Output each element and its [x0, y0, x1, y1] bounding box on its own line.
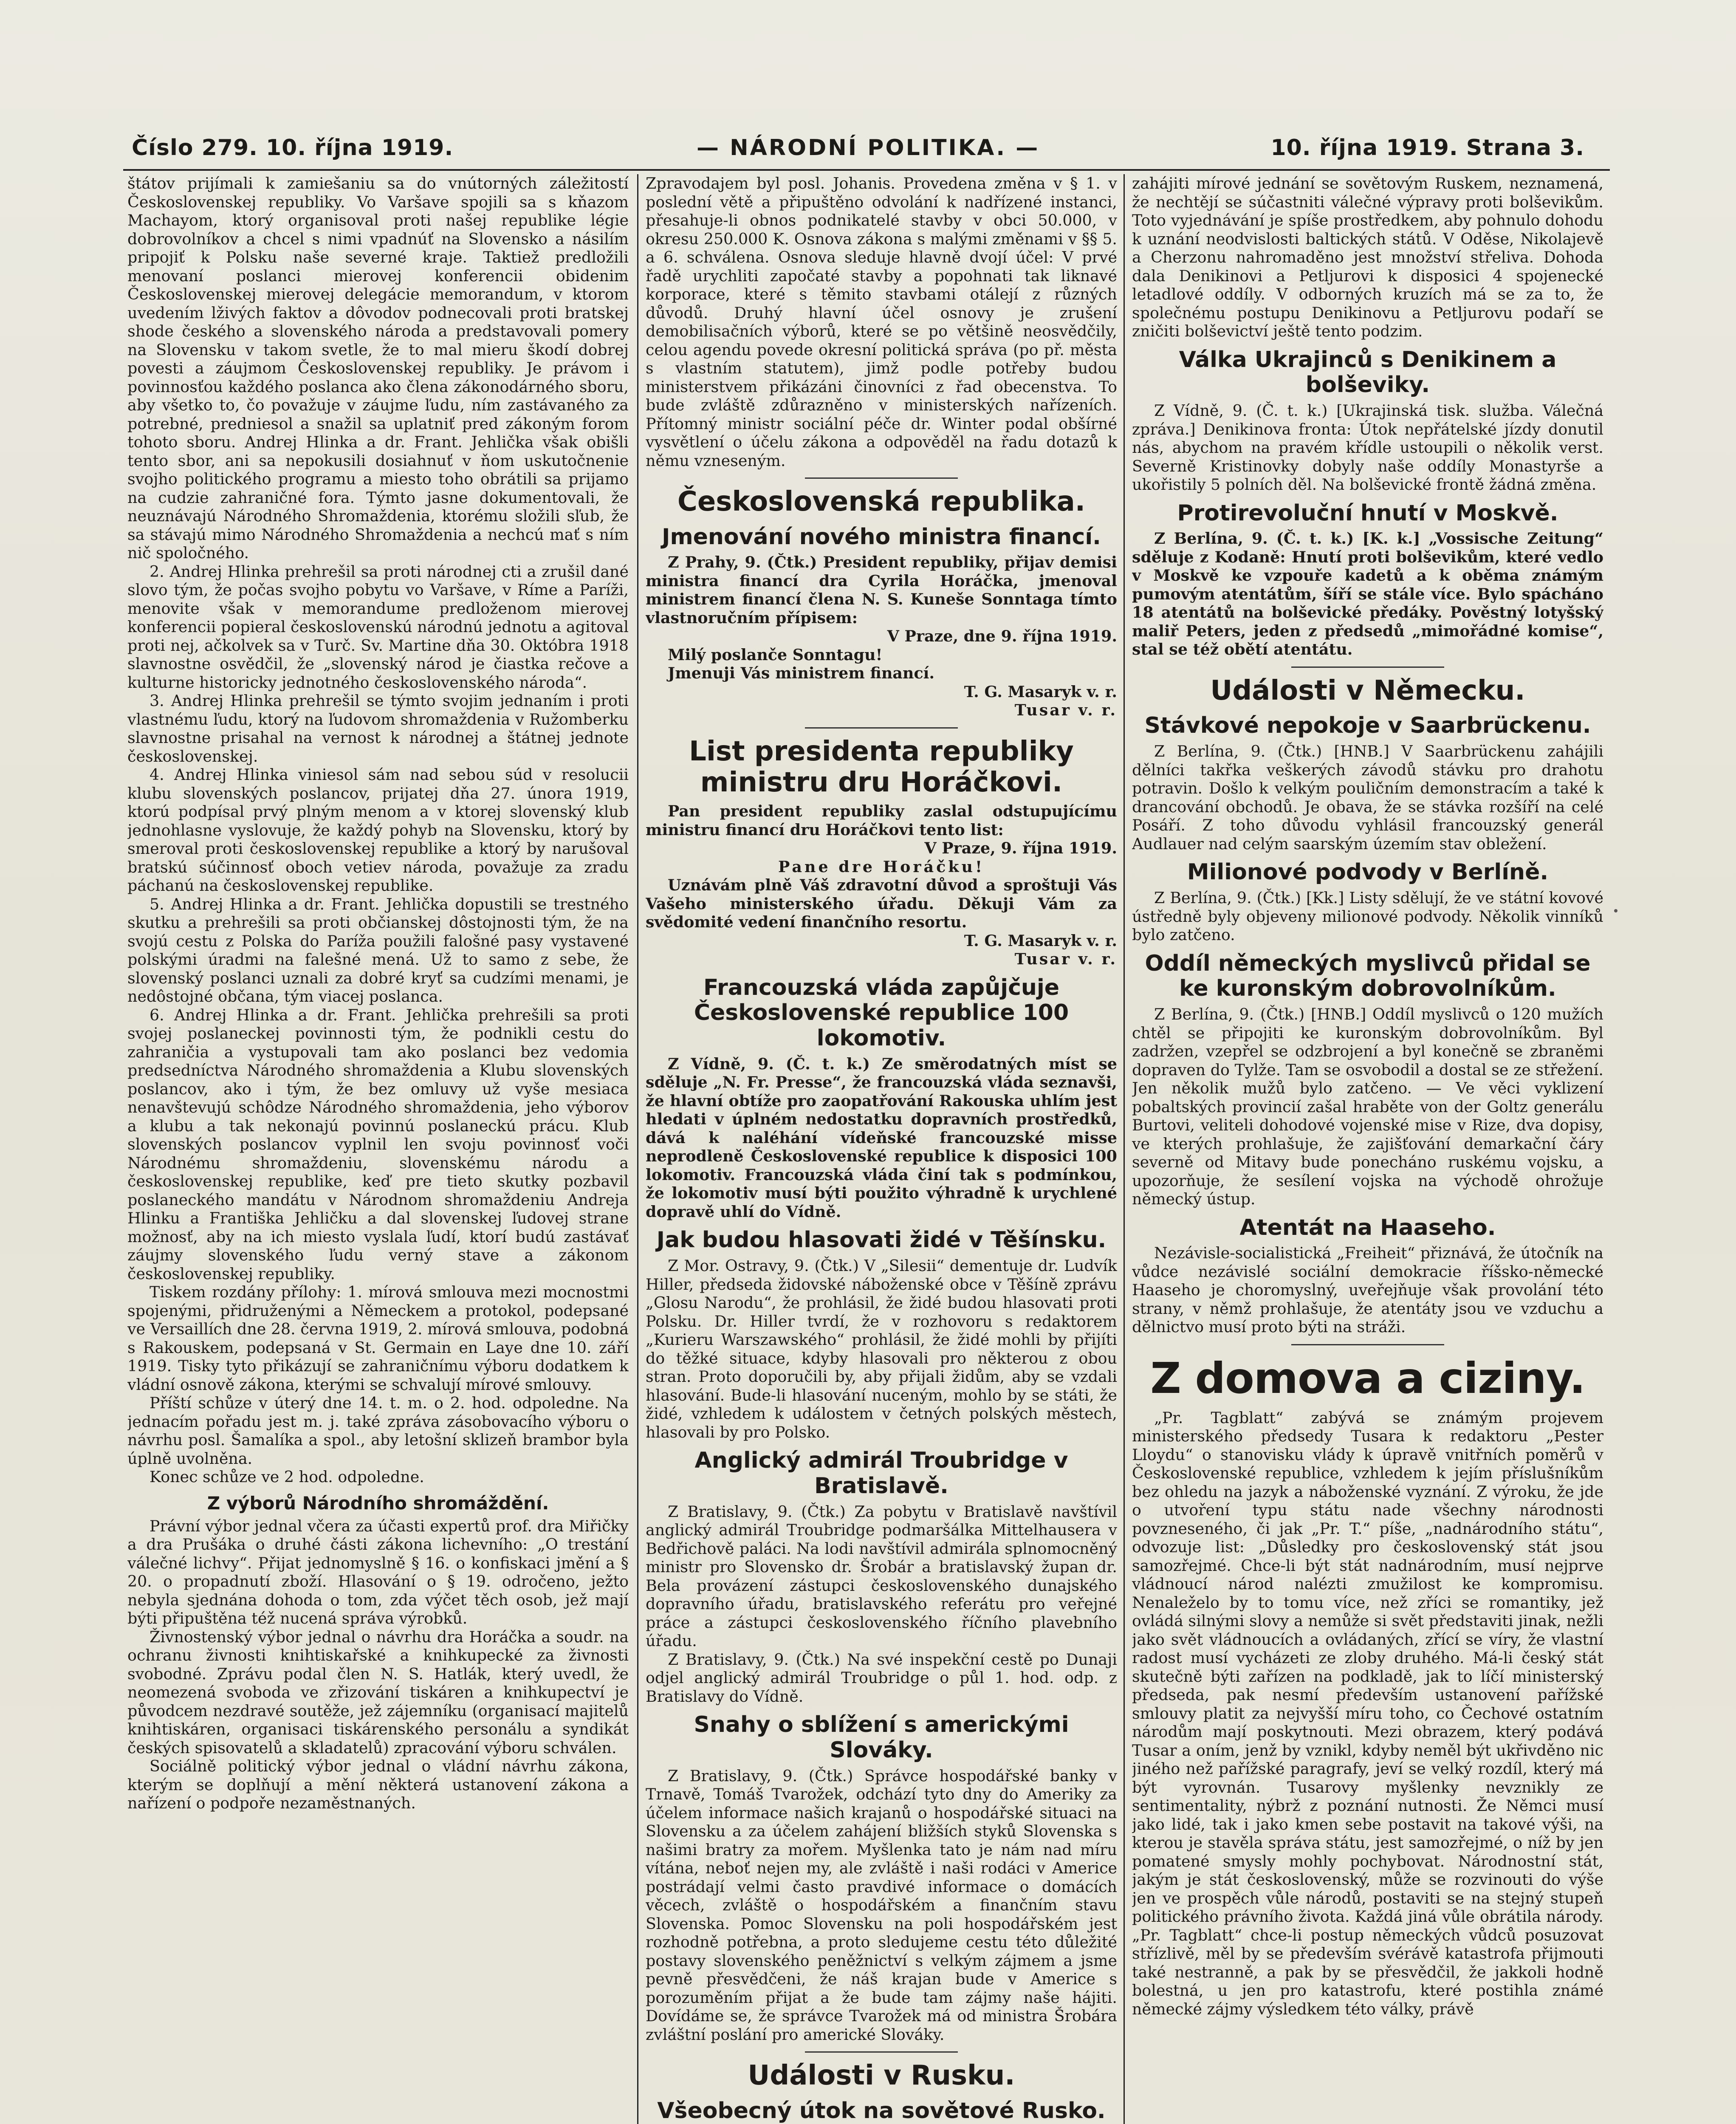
- article-paragraph: 4. Andrej Hlinka viniesol sám nad sebou súd v resolucii klubu slovenských poslancov, prijatej dňa 27. února 1919, ktorú podpísal prvý plným menom a v ktorej slovenský klub jednohlasne vyslovuje, že každý pohyb na Slovensku, ktorý by smeroval proti československej republike a ktorý by narušoval bratskú súčinnosť oboch vetiev národa, považuje za zradu páchanú na československej republike.: [127, 765, 629, 895]
- article-paragraph: Tiskem rozdány přílohy: 1. mírová smlouva mezi mocnostmi spojenými, přidruženými a Německem a protokol, podepsané ve Versaillích dne 28. června 1919, 2. mírová smlouva, podobná s Rakouskem, podepsaná v St. Germain en Laye dne 10. září 1919. Tisky tyto přikázují se zahraničnímu výboru dodatkem k vládní osnově zákona, kterými se schvalují mírové smlouvy.: [127, 1283, 629, 1394]
- print-speck: [1614, 909, 1617, 912]
- article-paragraph: 5. Andrej Hlinka a dr. Frant. Jehlička dopustili se trestného skutku a prehrešili sa proti občianskej dôstojnosti tým, že na svojú cestu z Polska do Paríža použili falošné pasy vystavené polskými úradmi na falešné mená. Už to samo z sebe, že slovenský poslanci uznali za dobré kryť sa cudzími menami, je nedôstojné občana, tým viacej poslanca.: [127, 895, 629, 1006]
- article-paragraph: Z Mor. Ostravy, 9. (Čtk.) V „Silesii“ dementuje dr. Ludvík Hiller, předseda židovské náboženské obce v Těšíně zprávu „Glosu Narodu“, že prohlásil, že židé budou hlasovati proti Polsku. Dr. Hiller tvrdí, že v rozhovoru s redaktorem „Kurieru Warszawského“ prohlásil, že židé mohli by přijíti do těžké situace, kdyby hlasovali pro některou z obou stran. Proto doporučili by, aby přijali židům, aby se vzdali hlasování. Bude-li hlasování nuceným, mohlo by se státi, že židé, vzhledem k událostem v četných polských městech, hlasovali by pro Polsko.: [646, 1257, 1117, 1441]
- issue-number-date: Číslo 279. 10. října 1919.: [132, 135, 454, 161]
- article-heading: Jak budou hlasovati židé v Těšínsku.: [656, 1227, 1107, 1253]
- article-heading: Milionové podvody v Berlíně.: [1187, 859, 1549, 885]
- newspaper-title: — NÁRODNÍ POLITIKA. —: [697, 135, 1040, 161]
- article-heading: Francouzská vláda zapůjčuje Československé republice 100 lokomotiv.: [694, 974, 1069, 1051]
- signature: Tusar v. r.: [1014, 701, 1117, 720]
- article-paragraph: Z Berlína, 9. (Čtk.) [HNB.] Oddíl myslivců o 120 mužích chtěl se připojiti ke kuronským dobrovolníkům. Byl zadržen, vzepřel se odzbrojení a byl konečně se zbraněmi dopraven do Tylže. Tam se osvobodil a dostal se ze střežení. Jen několik mužů bylo zatčeno. — Ve věci vyklizení pobaltských provincií zašal hraběte von der Goltz generálu Burtovi, veliteli dohodové vojenské mise v Rize, dva dopisy, ve kterých prohlašuje, že zajišťování demarkační čáry severně od Mitavy bude ponecháno ruskému vojsku, a upozorňuje, že sesílení vojska na východě ohrožuje německý ústup.: [1132, 1005, 1603, 1209]
- article-paragraph: Z Berlína, 9. (Č. t. k.) [K. k.] „Vossische Zeitung“ sděluje z Kodaně: Hnutí proti bolševikům, které vedlo v Moskvě ke vzpouře kadetů a k oběma známým pumovým atentátům, šíří se stále více. Bylo spácháno 18 atentátů na bolševické předáky. Pověstný lotyšský maliř Peters, jeden z předsedů „mimořádné komise“, stal se též obětí atentátu.: [1132, 529, 1603, 659]
- column-1: [127, 174, 629, 2124]
- signature: T. G. Masaryk v. r.: [964, 682, 1117, 701]
- letter-salutation: Milý poslanče Sonntagu!: [668, 645, 883, 664]
- masthead: [132, 135, 1584, 165]
- section-heading: Události v Německu.: [1210, 675, 1525, 706]
- column-2: [646, 174, 1117, 2124]
- article-heading: Anglický admirál Troubridge v Bratislavě.: [694, 1448, 1068, 1499]
- article-heading: Protirevoluční hnutí v Moskvě.: [1177, 500, 1558, 526]
- article-paragraph: Konec schůze ve 2 hod. odpoledne.: [150, 1468, 424, 1486]
- article-heading: Stávkové nepokoje v Saarbrückenu.: [1144, 713, 1591, 739]
- letter-date: V Praze, 9. října 1919.: [924, 839, 1117, 858]
- article-heading: Všeobecný útok na sovětové Rusko.: [657, 2098, 1106, 2124]
- article-paragraph: Právní výbor jednal včera za účasti expertů prof. dra Miřičky a dra Prušáka o druhé části zákona lichevního: „O trestání válečné lichvy“. Přijat jednomyslně § 16. o konfiskaci jmění a § 20. o propadnutí zboží. Hlasování o § 19. odročeno, ježto nebyla sjednána dohoda o tom, zda výčet těch osob, jež mají býti připuštěna též nucená správa výrobků.: [127, 1517, 629, 1628]
- article-paragraph: 2. Andrej Hlinka prehrešil sa proti národnej cti a zrušil dané slovo tým, že počas svojho pobytu vo Varšave, v Ríme a Paríži, menovite však v memorandume predloženom mierovej konferencii popieral československú národnú jednotu a agitoval proti nej, ačkolvek sa v Turč. Sv. Martine dňa 30. Októbra 1918 slavnostne osvědčil, že „slovenský národ je čiastka rečove a kulturne historicky jednotného československého národa“.: [127, 562, 629, 692]
- article-paragraph: Zpravodajem byl posl. Johanis. Provedena změna v § 1. v poslední větě a připuštěno odvolání k nadřízené instanci, přesahuje-li obnos podnikatelé stavby v obci 50.000, v okresu 250.000 K. Osnova zákona s malými změnami v §§ 5. a 6. schválena. Osnova sleduje hlavně dvojí účel: V prvé řadě urychliti započaté stavby a popohnati tak liknavé korporace, které s těmito stavbami otálejí z různých důvodů. Druhý hlavní účel osnovy je zrušení demobilisačních výborů, které se po většině neosvědčily, celou agendu povede okresní politická správa (po př. města s vlastním statutem), jimž podle potřeby budou ministerstvem přikázáni činovníci z řad obecenstva. To bude zvláště zdůrazněno v ministerských nařízeních. Přítomný ministr sociální péče dr. Winter podal obšírné vysvětlení o účelu zákona a odpověděl na řadu dotazů k němu vzneseným.: [646, 174, 1117, 470]
- article-paragraph: zahájiti mírové jednání se sovětovým Ruskem, neznamená, že nechtějí se súčastniti válečné výpravy proti bolševikům. Toto vyjednávání je spíše prostředkem, aby pohnulo dohodu k uznání neodvislosti baltických států. V Oděse, Nikolajevě a Cherzonu nahromaděno jest množství střeliva. Dohoda dala Denikinovi a Petljurovi k disposici 4 spojenecké letadlové oddíly. V odborných kruzích má se za to, že společnému postupu Denikinovu a Petljurovu podaří se zničiti bolševictví ještě tento podzim.: [1132, 174, 1603, 340]
- article-paragraph: Sociálně politický výbor jednal o vládní návrhu zákona, kterým se doplňují a mění některá ustanovení zákona a nařízení o podpoře nezaměstnaných.: [127, 1757, 629, 1813]
- article-paragraph: Živnostenský výbor jednal o návrhu dra Horáčka a soudr. na ochranu živnosti knihtiskařské a knihkupecké za živnosti svobodné. Zprávu podal člen N. S. Hatlák, který uvedl, že neomezená svoboda ve zřizování tiskáren a knihkupectví je původcem nezdravé soutěže, jež zájemníku (organisací majitelů knihtiskáren, organisaci tiskárenského personálu a syndikát českých spisovatelů a skladatelů) zpracování výboru schválen.: [127, 1627, 629, 1757]
- article-paragraph: Z Vídně, 9. (Č. t. k.) [Ukrajinská tisk. služba. Válečná zpráva.] Denikinova fronta: Útok nepřátelské jízdy donutil nás, abychom na pravém křídle ustoupili o několik verst. Severně Kristinovky dobyly naše oddíly Monastyrše a ukořistily 5 polních děl. Na bolševické frontě žádná změna.: [1132, 401, 1603, 494]
- article-paragraph: Z Berlína, 9. (Čtk.) [Kk.] Listy sdělují, že ve státní kovové ústředně byly objeveny milionové podvody. Několik vinníků bylo zatčeno.: [1132, 889, 1603, 944]
- article-paragraph: Pan president republiky zaslal odstupujícímu ministru financí dru Horáčkovi tento list:: [646, 802, 1117, 839]
- article-paragraph: štátov prijímali k zamiešaniu sa do vnútorných záležitostí Československej republiky. Vo Varšave spojili sa s kňazom Machayom, ktorý organisoval proti našej republike légie dobrovolníkov a chcel s nimi vpadnúť na Slovensko a násilím pripojiť k Polsku naše severné kraje. Taktiež predložili menovaní poslanci mierovej konferencii obidenim Československej mierovej delegácie memorandum, v ktorom uvedením lživých faktov a dôvodov podnecovali proti bratskej shode českého a slovenského národa a predstavovali pomery na Slovensku v takom svetle, že to mal mieru škodí dobrej povesti a záujmom Československej republiky. Je právom i povinnosťou každého poslanca ako člena zákonodárného sboru, aby všetko to, čo považuje v záujme ľudu, ním zastávaného za potrebné, predniesol a snažil sa uplatniť pred zákoným forom tohoto sboru. Andrej Hlinka a dr. Frant. Jehlička však obišli tento sbor, ani sa nepokusili dosiahnuť v ňom uskutočnenie svojho politického programu a miesto toho obrátili sa prijamo na cudzie zahraničné fora. Týmto jasne dokumentovali, že neuznávajú Národného Shromaždenia, ktorému složili sľub, že sa stávajú mimo Národného Shromaždenia a nechcú mať s ním nič spoločného.: [127, 174, 629, 562]
- separator: [805, 477, 958, 479]
- signature: Tusar v. r.: [1014, 950, 1117, 969]
- letter-date: V Praze, dne 9. října 1919.: [887, 627, 1117, 646]
- article-paragraph: Z Vídně, 9. (Č. t. k.) Ze směrodatných míst se sděluje „N. Fr. Presse“, že francouzská vláda seznavši, že hlavní obtíže pro zaopatřování Rakouska uhlím jest hledati v úplném nedostatku dopravních prostředků, dává k naléhání vídeňské francouzské misse neprodleně Československé republice k disposici 100 lokomotiv. Francouzská vláda činí tak s podmínkou, že lokomotiv musí býti použito výhradně k urychlené dopravě uhlí do Vídně.: [646, 1054, 1117, 1221]
- article-paragraph: Z Berlína, 9. (Čtk.) [HNB.] V Saarbrückenu zahájili dělníci takřka veškerých závodů stávku pro drahotu potravin. Došlo k velkým pouličním demonstracím a také k drancování obchodů. Je obava, že se stávka rozšíří na celé Posáří. Z toho důvodu vyhlásil francouzský generál Audlauer nad celým saarským územím stav obležení.: [1132, 742, 1603, 853]
- article-paragraph: Z Prahy, 9. (Čtk.) President republiky, přijav demisi ministra financí dra Cyrila Horáčka, jmenoval ministrem financí člena N. S. Kuneše Sonntaga tímto vlastnoručním přípisem:: [646, 553, 1117, 627]
- column-3: [1132, 174, 1603, 2124]
- article-paragraph: Uznávám plně Váš zdravotní důvod a sproštuji Vás Vašeho ministerského úřadu. Děkuji Vám za svědomité vedení finančního resortu.: [646, 876, 1117, 932]
- article-heading: Válka Ukrajinců s Denikinem a bolševiky.: [1179, 347, 1557, 398]
- article-paragraph: Z Bratislavy, 9. (Čtk.) Za pobytu v Bratislavě navštívil anglický admirál Troubridge podmaršálka Mittelhausera v Bedřichově paláci. Na lodi navštívil admirála splnomocněný ministr pro Slovensko dr. Šrobár a bratislavský župan dr. Bela provázení zástupci československého dunajského dopravního úřadu, bratislavského referátu pro veřejné práce a zástupci československého říčního plavebního úřadu.: [646, 1502, 1117, 1650]
- letter-salutation: Pane dre Horáčku!: [778, 857, 985, 876]
- article-heading: Snahy o sblížení s americkými Slováky.: [694, 1712, 1069, 1763]
- article-paragraph: „Pr. Tagblatt“ zabývá se známým projevem ministerského předsedy Tusara k redaktoru „Pester Lloydu“ o stanovisku vlády k úpravě vnitřních poměrů v Československé republice, vzhledem k jejím příslušníkům bez ohledu na jazyk a náboženské vyznání. Z výroku, že jde o utvoření typu státu nade všechny národnosti povzneseného, či jak „Pr. T.“ píše, „nadnárodního státu“, odvozuje list: „Důsledky pro československý stát jsou samozřejmé. Chce-li být stát nadnárodním, musí nejprve vládnoucí národ nalézti zmužilost ke kompromisu. Nenaleželo by to tomu více, než zříci se romantiky, jež ovládá silnými slovy a nemůže si svět představiti jinak, nežli jako svět vládnoucích a ovládaných, zřící se víry, že vlastní radost musí vycházeti ze zloby druhého. Má-li český stát skutečně býti zařízen na podkladě, jak to líčí ministerský předseda, pak nesmí především ustanovení pařížské smlouvy platit za nejvyšší míru toho, co Čechové ostatním národům mají poskytnouti. Mezi obrazem, který podává Tusar a oním, jenž by vznikl, kdyby neměl být ukřivděno nic jiného než pařížské paragrafy, jeví se velký rozdíl, který má být vyrovnán. Tusarovy myšlenky nevznikly ze sentimentality, nýbrž z poznání nutnosti. Že Němci musí jako lidé, tak i jako kmen sebe postavit na takové výši, na kterou je stavěla správa státu, jest samozřejmé, o níž by jen pomatené smysly mohly pochybovat. Národnostní stát, jakým je stát československý, může se rozvinouti do výše jen ve prospěch vůle národů, postaviti se na stejný stupeň politického právního života. Každá jiná vůle obrátila národy. „Pr. Tagblatt“ chce-li postup německých vůdců posuzovat střízlivě, měl by se především svérávě katastrofa přijmouti také nestranně, a pak by se přesvědčil, že jakkoli hodně bolestná, u jen pro katastrofu, které postihla známé německé zájmy výsledkem této války, právě: [1132, 1408, 1603, 2018]
- article-heading: Atentát na Haaseho.: [1239, 1215, 1496, 1240]
- article-paragraph: Příští schůze v úterý dne 14. t. m. o 2. hod. odpoledne. Na jednacím pořadu jest m. j. také zpráva zásobovacího výboru o návrhu posl. Šamalíka a spol., aby letošní sklizeň brambor byla úplně uvolněna.: [127, 1394, 629, 1468]
- section-heading: Události v Rusku.: [748, 2060, 1015, 2092]
- page-date-number: 10. října 1919. Strana 3.: [1270, 135, 1584, 161]
- section-heading: Z domova a ciziny.: [1150, 1353, 1585, 1403]
- article-heading: Oddíl německých myslivců přidal se ke kuronským dobrovolníkům.: [1145, 950, 1591, 1002]
- article-heading: Jmenování nového ministra financí.: [662, 524, 1101, 550]
- article-paragraph: 6. Andrej Hlinka a dr. Frant. Jehlička prehrešili sa proti svojej poslaneckej povinnosti tým, že podnikli cestu do zahraničia a vystupovali tam ako poslanci bez vedomia predsedníctva Národného shromaždenia a Klubu slovenských poslancov, ako i tým, že bez omluvy už vyše mesiaca nenavštevujú schôdze Národného shromaždenia, jeho výborov a klubu a tak nekonajú povinnú poslaneckú prácu. Klub slovenských poslancov vyplnil len svoju povinnosť voči Národnému shromaždeniu, slovenskému národu a československej republike, keď pre tieto skutky pozbavil poslaneckého mandátu v Národnom shromaždeniu Andreja Hlinku a Františka Jehličku a dal slovenskej ľudovej strane možnosť, aby na ich miesto vyslala ľudí, ktorí budú zastávať záujmy slovenského ľudu verný stave a zákonom československej republiky.: [127, 1006, 629, 1283]
- article-paragraph: Nezávisle-socialistická „Freiheit“ přiznává, že útočník na vůdce nezávislé sociální demokracie říšsko-německé Haaseho je choromyslný, uveřejňuje však provolání této strany, v němž prohlašuje, že atentáty jsou ve vzduchu a dělnictvo musí proto býti na stráži.: [1132, 1244, 1603, 1336]
- separator: [805, 727, 958, 729]
- article-paragraph: 3. Andrej Hlinka prehrešil se týmto svojim jednaním i proti vlastnému ľudu, ktorý na ľudovom shromaždenia v Ružomberku slavnostne prisahal na vernost k národnej a štátnej jednote československej.: [127, 692, 629, 765]
- column-divider-2: [1123, 174, 1125, 2124]
- section-heading: Československá republika.: [677, 486, 1086, 517]
- letter-text: Jmenuji Vás ministrem financí.: [668, 664, 935, 683]
- masthead-rule: [123, 169, 1610, 171]
- article-heading: List presidenta republiky ministru dru Horáčkovi.: [689, 735, 1074, 799]
- article-paragraph: Z Bratislavy, 9. (Čtk.) Na své inspekční cestě po Dunaji odjel anglický admirál Troubridge o půl 1. hod. odp. z Bratislavy do Vídně.: [646, 1650, 1117, 1706]
- separator: [1291, 667, 1444, 668]
- signature: T. G. Masaryk v. r.: [964, 931, 1117, 950]
- separator: [805, 2051, 958, 2053]
- article-paragraph: Z Bratislavy, 9. (Čtk.) Správce hospodářské banky v Trnavě, Tomáš Tvarožek, odchází tyto dny do Ameriky za účelem informace našich krajanů o hospodářské situaci na Slovensku a za účelem zahájení bližších styků Slovenska s našimi bratry za mořem. Myšlenka tato je nám nad míru vítána, neboť nejen my, ale zvláště i naši rodáci v Americe postrádají velmi často pravdivé informace o domácích věcech, zvláště o hospodářském a finančním stavu Slovenska. Pomoc Slovensku na poli hospodářském jest rozhodně potřebna, a proto sledujeme cestu této důležité postavy slovenského peněžnictví s velkým zájmem a jsme pevně přesvědčeni, že náš krajan bude v Americe s porozuměním přijat a že bude tam zájmy naše hájiti. Dovídáme se, že správce Tvarožek má od ministra Šrobára zvláštní poslání pro americké Slováky.: [646, 1766, 1117, 2044]
- section-heading: Z výborů Národního shromáždění.: [207, 1492, 549, 1514]
- column-divider-1: [637, 174, 638, 2124]
- separator: [1291, 1344, 1444, 1345]
